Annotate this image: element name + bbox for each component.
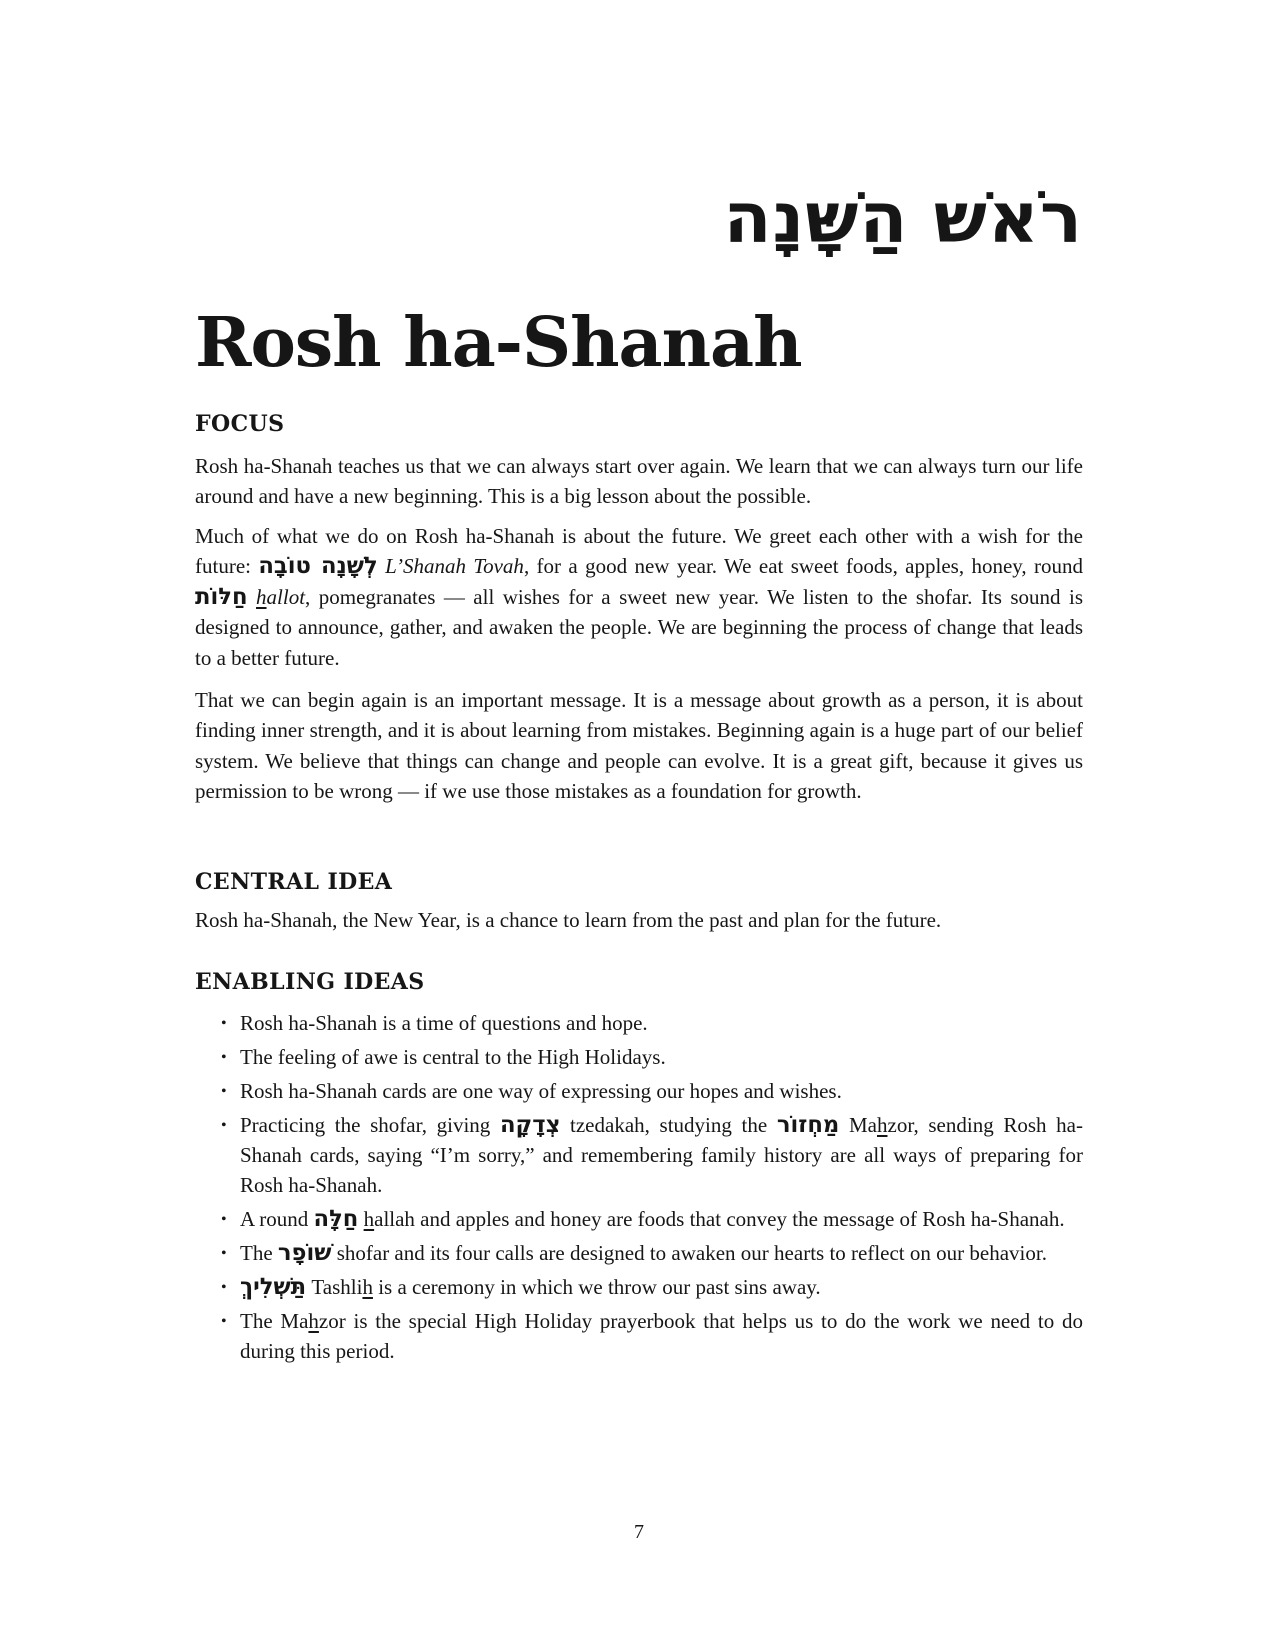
hebrew-title: רֹאשׁ הַשָּׁנָה bbox=[723, 177, 1083, 259]
list-item-text: Rosh ha-Shanah is a time of questions and hope. bbox=[240, 1011, 648, 1035]
list-item bbox=[195, 1272, 1083, 1302]
list-item-text: The שׁוֹפָר shofar and its four calls are designed to awaken our hearts to reflect on our behavior. bbox=[240, 1240, 1047, 1266]
bullet-icon: • bbox=[221, 1015, 227, 1032]
central-idea-heading: CENTRAL IDEA bbox=[195, 869, 393, 895]
focus-paragraph-1: Rosh ha-Shanah teaches us that we can always start over again. We learn that we can always turn our life around and have a new beginning. This is a big lesson about the possible. bbox=[195, 454, 1083, 509]
list-item-text: The Mahzor is the special High Holiday prayerbook that helps us to do the work we need to do during this period. bbox=[240, 1309, 1083, 1363]
enabling-ideas-heading: ENABLING IDEAS bbox=[195, 969, 425, 995]
bullet-icon: • bbox=[221, 1083, 227, 1100]
list-item-text: תַּשְׁלִיךְ Tashlih is a ceremony in which we throw our past sins away. bbox=[240, 1274, 821, 1300]
list-item bbox=[195, 1076, 1083, 1106]
list-item bbox=[195, 1042, 1083, 1072]
list-item-text: A round חַלָּה hallah and apples and honey are foods that convey the message of Rosh ha-Shanah. bbox=[240, 1206, 1065, 1232]
bullet-icon: • bbox=[221, 1279, 227, 1296]
central-idea-text: Rosh ha-Shanah, the New Year, is a chance to learn from the past and plan for the future. bbox=[195, 908, 942, 932]
list-item bbox=[195, 1110, 1083, 1200]
text-column bbox=[195, 0, 1083, 1650]
bullet-icon: • bbox=[221, 1117, 227, 1134]
list-item bbox=[195, 1008, 1083, 1038]
bullet-icon: • bbox=[221, 1245, 227, 1262]
focus-paragraph-3: That we can begin again is an important message. It is a message about growth as a person, it is about finding inner strength, and it is about learning from mistakes. Beginning again is a huge part of our belief system. We believe that things can change and people can evolve. It is a great gift, because it gives us permission to be wrong — if we use those mistakes as a foundation for growth. bbox=[195, 688, 1083, 804]
list-item bbox=[195, 1306, 1083, 1366]
focus-paragraph-2: Much of what we do on Rosh ha-Shanah is about the future. We greet each other with a wish for the future: לְשָׁנָה טוֹבָה L’Shanah Tovah, for a good new year. We eat sweet foods, apples, honey, round חַלּוֹת hallot, pomegranates — all wishes for a sweet new year. We listen to the shofar. Its sound is designed to announce, gather, and awaken the people. We are beginning the process of change that leads to a better future. bbox=[195, 524, 1084, 670]
list-item-text: Practicing the shofar, giving צְדָקָה tzedakah, studying the מַחְזוֹר Mahzor, sending Rosh ha-Shanah cards, saying “I’m sorry,” and remembering family history are all ways of preparing for Rosh ha-Shanah. bbox=[240, 1112, 1083, 1197]
enabling-ideas-list bbox=[195, 1008, 1083, 1370]
list-item bbox=[195, 1204, 1083, 1234]
page-title: Rosh ha-Shanah bbox=[195, 303, 802, 383]
bullet-icon: • bbox=[221, 1313, 227, 1330]
focus-heading: FOCUS bbox=[195, 411, 285, 437]
list-item bbox=[195, 1238, 1083, 1268]
list-item-text: Rosh ha-Shanah cards are one way of expressing our hopes and wishes. bbox=[240, 1079, 842, 1103]
bullet-icon: • bbox=[221, 1211, 227, 1228]
page-number: 7 bbox=[634, 1521, 644, 1543]
bullet-icon: • bbox=[221, 1049, 227, 1066]
list-item-text: The feeling of awe is central to the High Holidays. bbox=[240, 1045, 666, 1069]
